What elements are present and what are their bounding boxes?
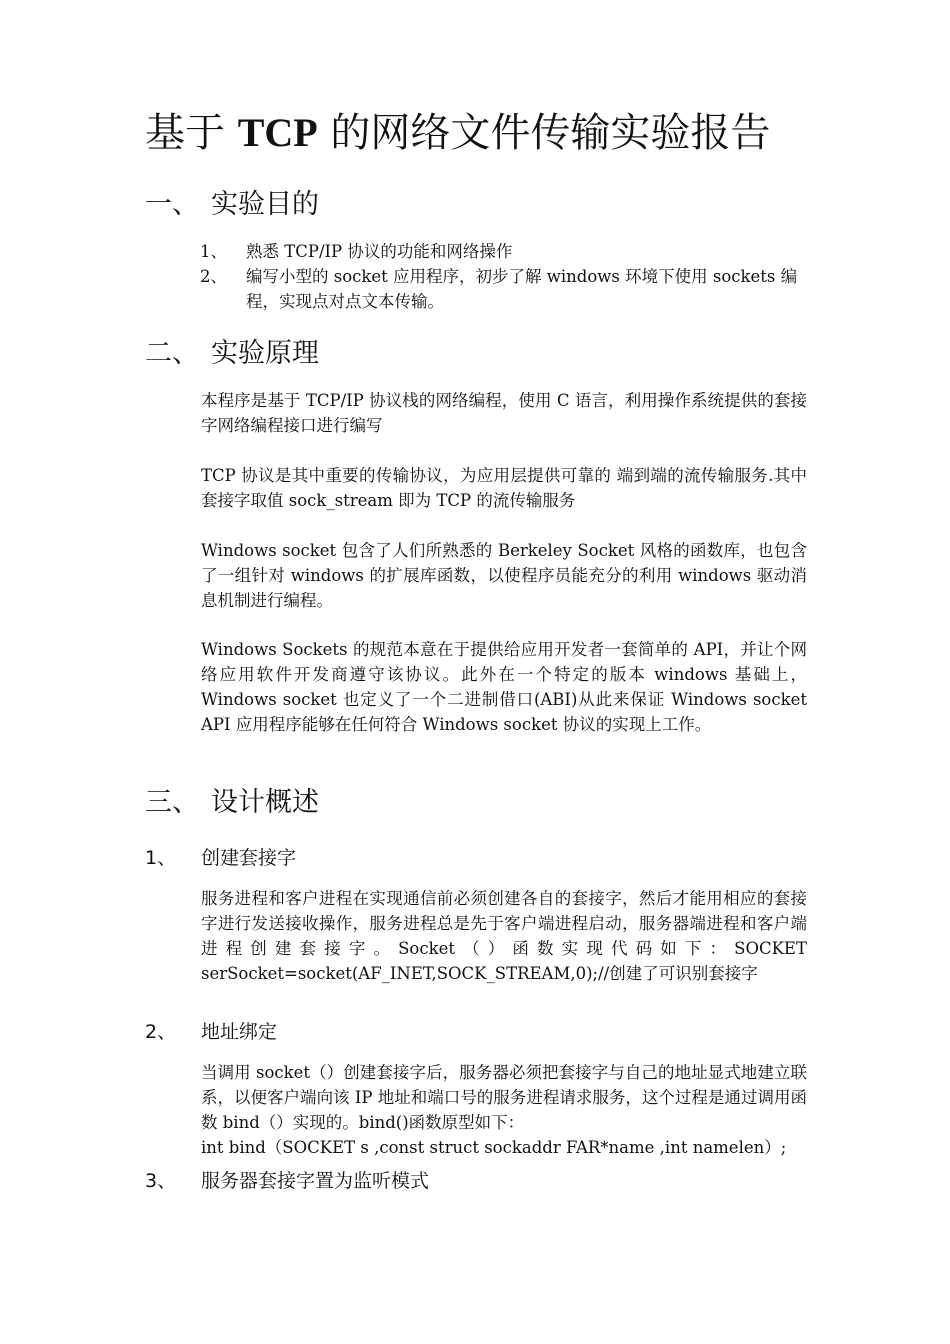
section-title: 实验原理: [211, 338, 319, 369]
subsection-title: 地址绑定: [201, 1021, 278, 1043]
section-number: 三、: [145, 787, 199, 818]
list-text: 编写小型的 socket 应用程序，初步了解 windows 环境下使用 sockets 编程，实现点对点文本传输。: [246, 267, 798, 311]
section-heading: [145, 336, 319, 372]
list-number: 2、: [200, 267, 227, 286]
paragraph: 本程序是基于 TCP/IP 协议栈的网络编程，使用 C 语言，利用操作系统提供的套接字网络编程接口进行编写: [201, 391, 807, 435]
paragraph: 服务进程和客户进程在实现通信前必须创建各自的套接字，然后才能用相应的套接字进行发送接收操作，服务进程总是先于客户端进程启动，服务器端进程和客户端进程创建套接字。Socket（）函数实现代码如下：SOCKET serSocket=socket(AF_INET,SOCK_STREAM,0);//创建了可识别套接字: [201, 889, 807, 983]
code-line: int bind（SOCKET s ,const struct sockaddr FAR*name ,int namelen）;: [201, 1138, 787, 1157]
list-number: 1、: [200, 242, 227, 261]
paragraph: TCP 协议是其中重要的传输协议，为应用层提供可靠的 端到端的流传输服务.其中套接字取值 sock_stream 即为 TCP 的流传输服务: [201, 466, 807, 510]
section-number: 一、: [145, 189, 199, 220]
subsection-number: 2、: [145, 1021, 177, 1043]
section-title: 设计概述: [211, 787, 319, 818]
title-suffix: 的网络文件传输实验报告: [317, 110, 771, 156]
list-item: [200, 239, 807, 264]
section-heading: [145, 187, 319, 223]
subsection-heading: [145, 1018, 277, 1046]
subsection-title: 创建套接字: [201, 847, 297, 869]
page-title: [145, 105, 770, 161]
section-title: 实验目的: [211, 189, 319, 220]
title-bold: TCP: [237, 110, 318, 155]
list-text: 熟悉 TCP/IP 协议的功能和网络操作: [246, 242, 513, 261]
paragraph: Windows socket 包含了人们所熟悉的 Berkeley Socket 风格的函数库，也包含了一组针对 windows 的扩展库函数，以使程序员能充分的利用 windows 驱动消息机制进行编程。: [201, 541, 807, 610]
subsection-number: 1、: [145, 847, 177, 869]
section-heading: [145, 785, 319, 821]
section-number: 二、: [145, 338, 199, 369]
paragraph: 当调用 socket（）创建套接字后，服务器必须把套接字与自己的地址显式地建立联系，以便客户端向该 IP 地址和端口号的服务进程请求服务，这个过程是通过调用函数 bind（）实现的。bind()函数原型如下：: [201, 1063, 807, 1132]
subsection-title: 服务器套接字置为监听模式: [201, 1170, 430, 1192]
title-prefix: 基于: [145, 110, 238, 156]
subsection-number: 3、: [145, 1170, 177, 1192]
list-item: [200, 264, 807, 314]
subsection-heading: [145, 1167, 429, 1195]
subsection-heading: [145, 844, 296, 872]
paragraph: Windows Sockets 的规范本意在于提供给应用开发者一套简单的 API，并让个网络应用软件开发商遵守该协议。此外在一个特定的版本 windows 基础上，Windows socket 也定义了一个二进制借口(ABI)从此来保证 Windows socket API 应用程序能够在任何符合 Windows socket 协议的实现上工作。: [201, 640, 807, 734]
